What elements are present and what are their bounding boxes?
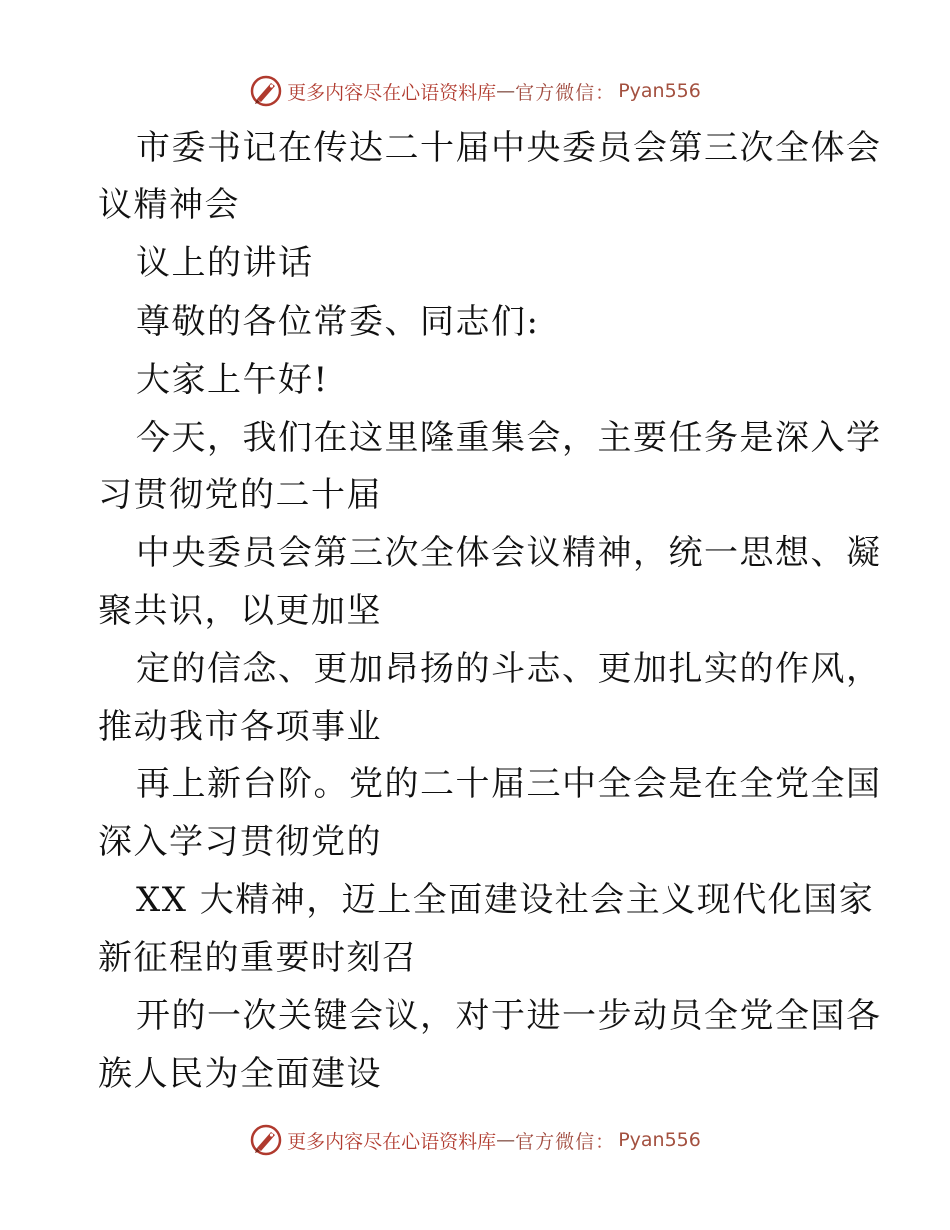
banner-separator: — <box>496 80 516 102</box>
text-line: 议精神会 <box>98 185 240 225</box>
header-watermark-banner <box>0 71 950 111</box>
text-line: 新征程的重要时刻召 <box>98 938 418 978</box>
text-line: 市委书记在传达二十届中央委员会第三次全体会 <box>136 128 882 168</box>
banner-separator: — <box>496 1129 516 1151</box>
text-line: 开的一次关键会议，对于进一步动员全党全国各 <box>136 996 882 1036</box>
text-line: XX 大精神，迈上全面建设社会主义现代化国家 <box>136 880 875 920</box>
text-line: 今天，我们在这里隆重集会，主要任务是深入学 <box>136 418 882 458</box>
pen-nib-logo-icon <box>249 1123 283 1157</box>
footer-watermark-banner <box>0 1120 950 1160</box>
wechat-id: Pyan556 <box>618 80 701 102</box>
banner-colon: ： <box>595 1130 615 1153</box>
text-line: 深入学习贯彻党的 <box>98 822 382 862</box>
wechat-label: 官方微信 <box>515 81 596 104</box>
text-line: 尊敬的各位常委、同志们: <box>136 302 540 342</box>
text-line: 定的信念、更加昂扬的斗志、更加扎实的作风， <box>136 649 882 689</box>
brand-text: 更多内容尽在心语资料库 <box>287 81 497 104</box>
wechat-label: 官方微信 <box>515 1130 596 1153</box>
text-line: 大家上午好! <box>136 360 329 400</box>
pen-nib-logo-icon <box>249 74 283 108</box>
text-line: 议上的讲话 <box>136 243 314 283</box>
text-line: 推动我市各项事业 <box>98 707 382 747</box>
wechat-id: Pyan556 <box>618 1129 701 1151</box>
brand-text: 更多内容尽在心语资料库 <box>287 1130 497 1153</box>
text-line: 聚共识，以更加坚 <box>98 591 382 631</box>
text-line: 中央委员会第三次全体会议精神，统一思想、凝 <box>136 533 882 573</box>
text-line: 族人民为全面建设 <box>98 1054 382 1094</box>
text-line: 习贯彻党的二十届 <box>98 475 382 515</box>
text-line: 再上新台阶。党的二十届三中全会是在全党全国 <box>136 764 882 804</box>
banner-colon: ： <box>595 81 615 104</box>
